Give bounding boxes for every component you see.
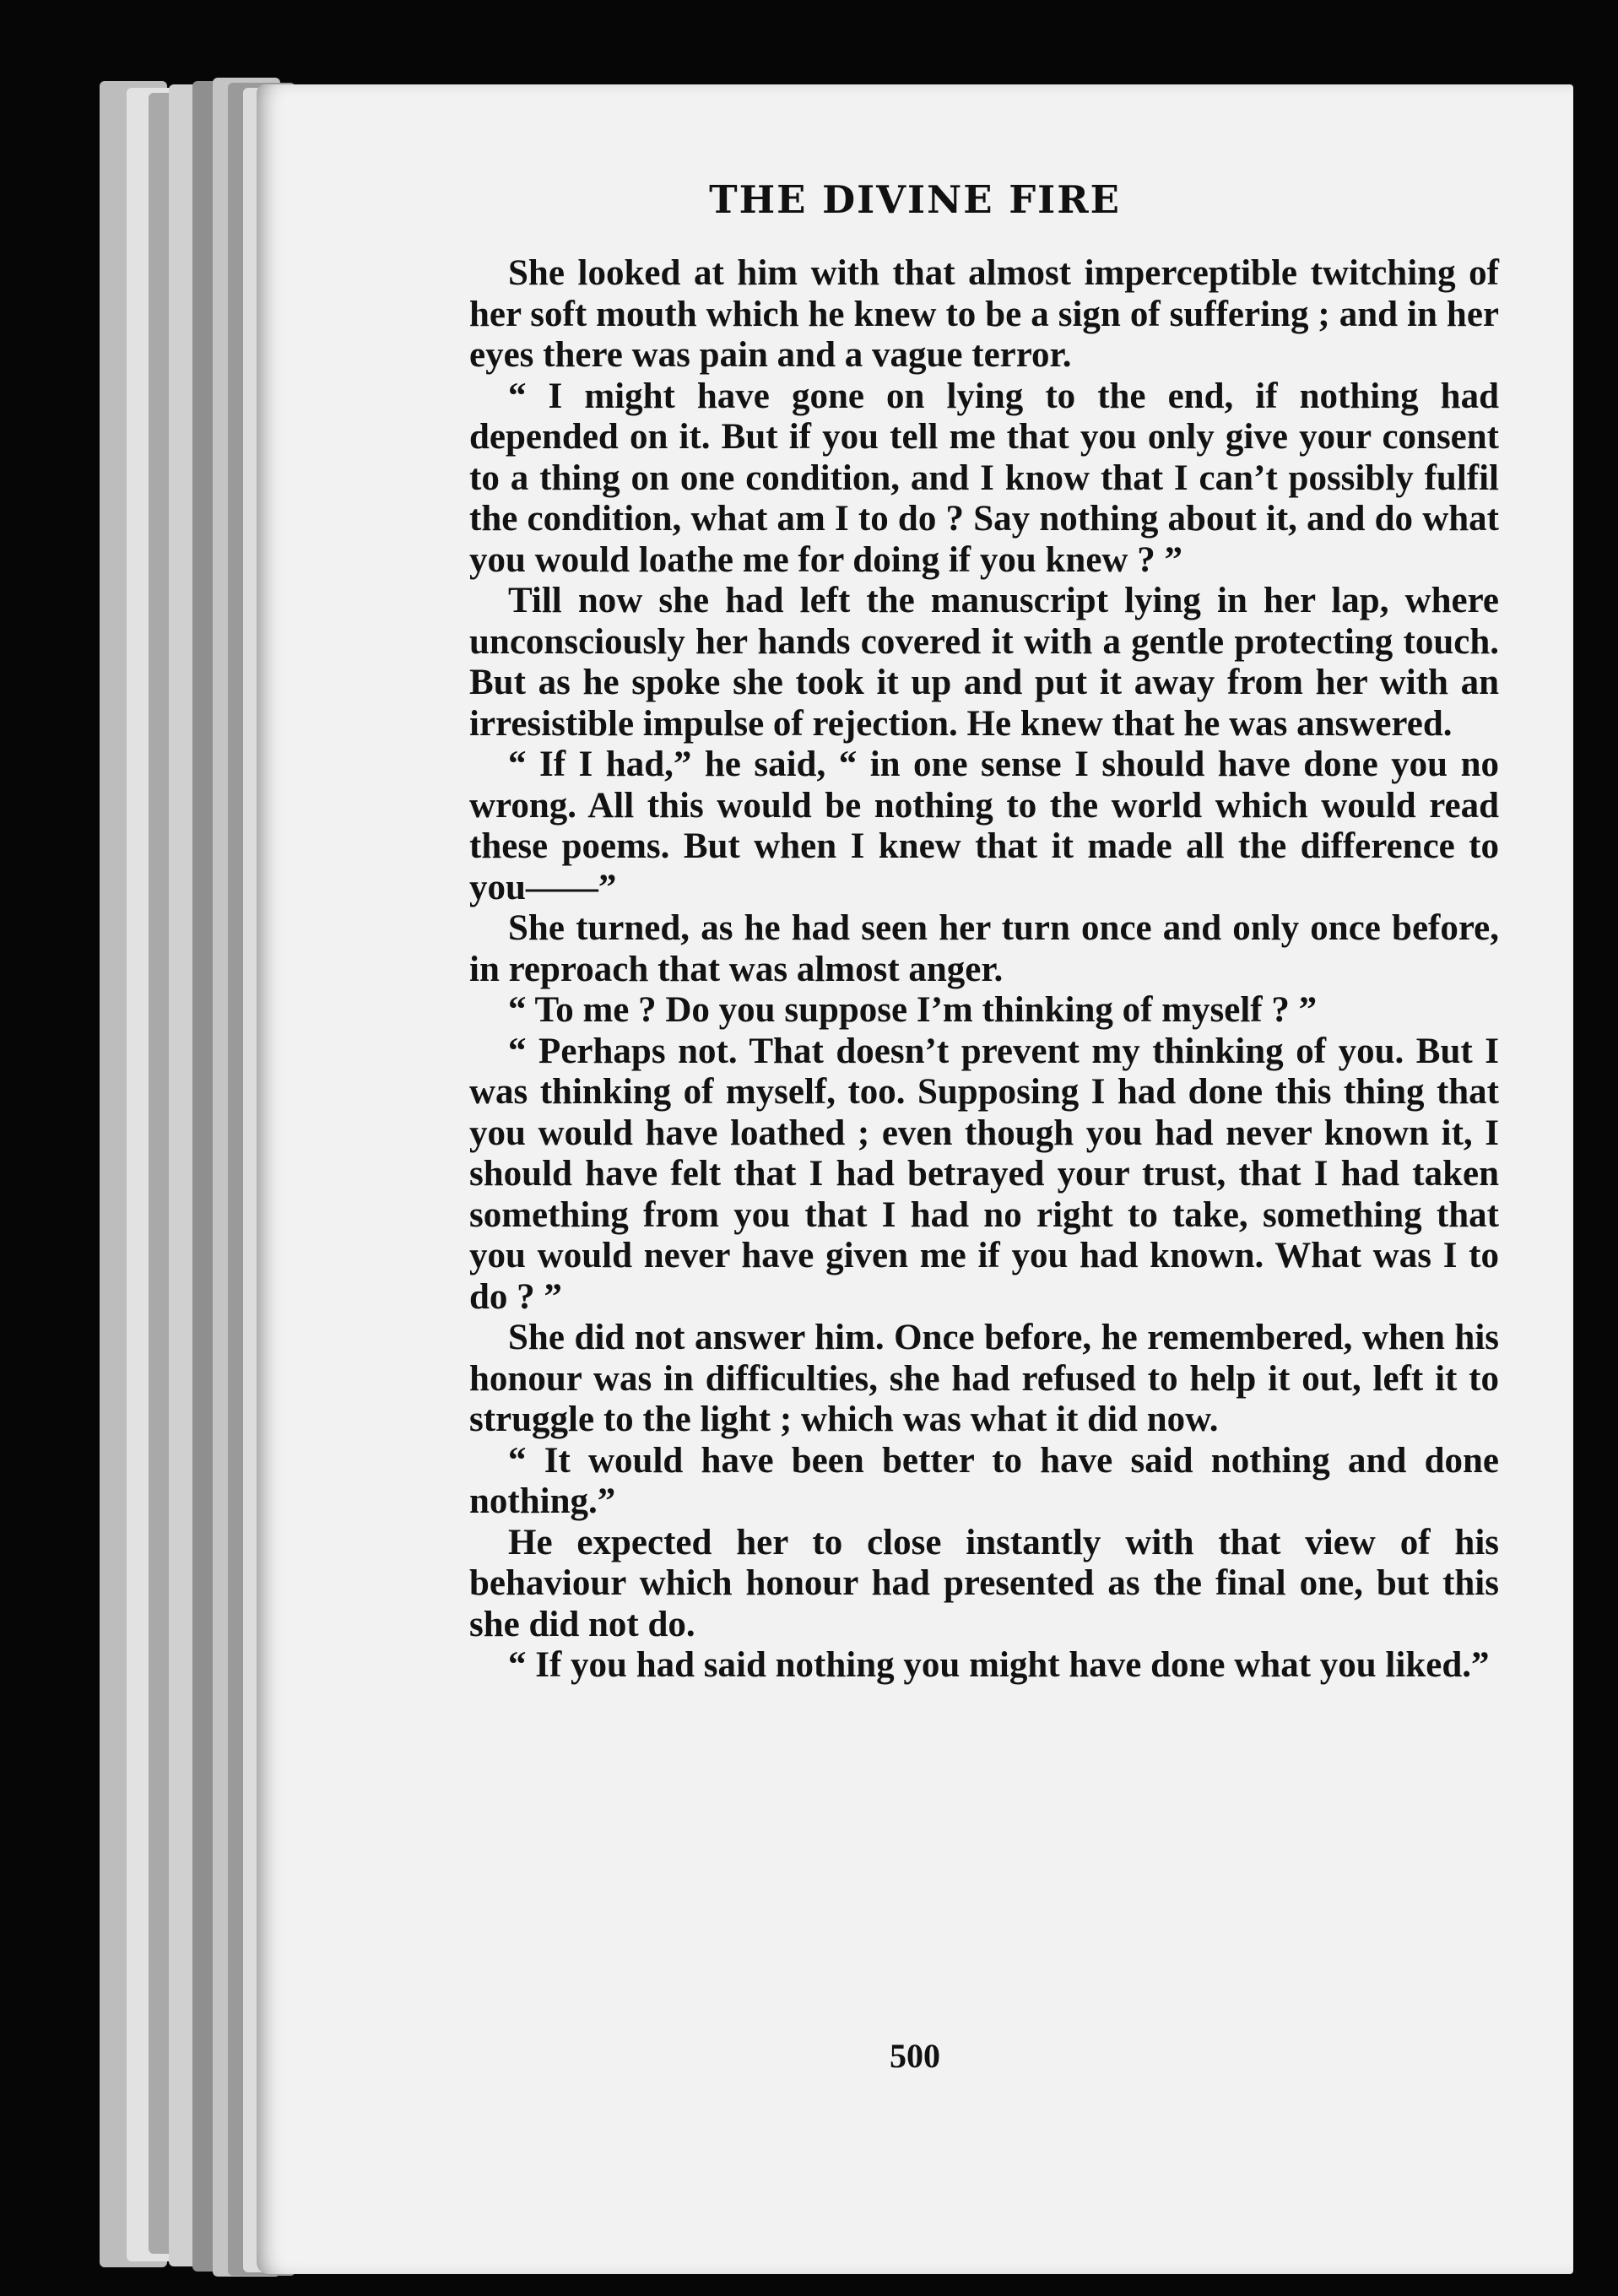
- paragraph: “ If I had,” he said, “ in one sense I should have done you no wrong. All this would be nothing to the world which would read these poems. But when I knew that it made all the difference to you——”: [469, 745, 1499, 907]
- paragraph: “ If you had said nothing you might have done what you liked.”: [508, 1645, 1490, 1685]
- paragraph: “ It would have been better to have said nothing and done nothing.”: [469, 1440, 1499, 1521]
- paragraph: He expected her to close instantly with that view of his behaviour which honour had presented as the final one, but this she did not do.: [469, 1522, 1499, 1644]
- paragraph: She turned, as he had seen her turn once and only once before, in reproach that was almost anger.: [469, 908, 1499, 989]
- paragraph: “ Perhaps not. That doesn’t prevent my thinking of you. But I was thinking of myself, too. Supposing I had done this thing that you would have loathed ; even though you had never known it, I should have felt that I had betrayed your trust, that I had taken something from you that I had no right to take, something that you would never have given me if you had known. What was I to do ? ”: [469, 1031, 1499, 1317]
- running-head: THE DIVINE FIRE: [709, 177, 1121, 222]
- paragraph: She looked at him with that almost imperceptible twitching of her soft mouth which he knew to be a sign of suffering ; and in her eyes there was pain and a vague terror.: [469, 253, 1499, 375]
- paragraph: Till now she had left the manuscript lying in her lap, where unconsciously her hands covered it with a gentle protecting touch. But as he spoke she took it up and put it away from her with an irresistible impulse of rejection. He knew that he was answered.: [469, 581, 1499, 744]
- paragraph: “ I might have gone on lying to the end, if nothing had depended on it. But if you tell me that you only give your consent to a thing on one condition, and I know that I can’t possibly fulfil the condition, what am I to do ? Say nothing about it, and do what you would loathe me for doing if you knew ? ”: [469, 376, 1499, 580]
- paragraph: “ To me ? Do you suppose I’m thinking of myself ? ”: [508, 990, 1318, 1030]
- page-body-text: [469, 253, 1499, 1687]
- paragraph: She did not answer him. Once before, he remembered, when his honour was in difficulties, she had refused to help it out, left it to struggle to the light ; which was what it did now.: [469, 1318, 1499, 1439]
- page-number: 500: [890, 2037, 940, 2075]
- book-page: [257, 84, 1573, 2274]
